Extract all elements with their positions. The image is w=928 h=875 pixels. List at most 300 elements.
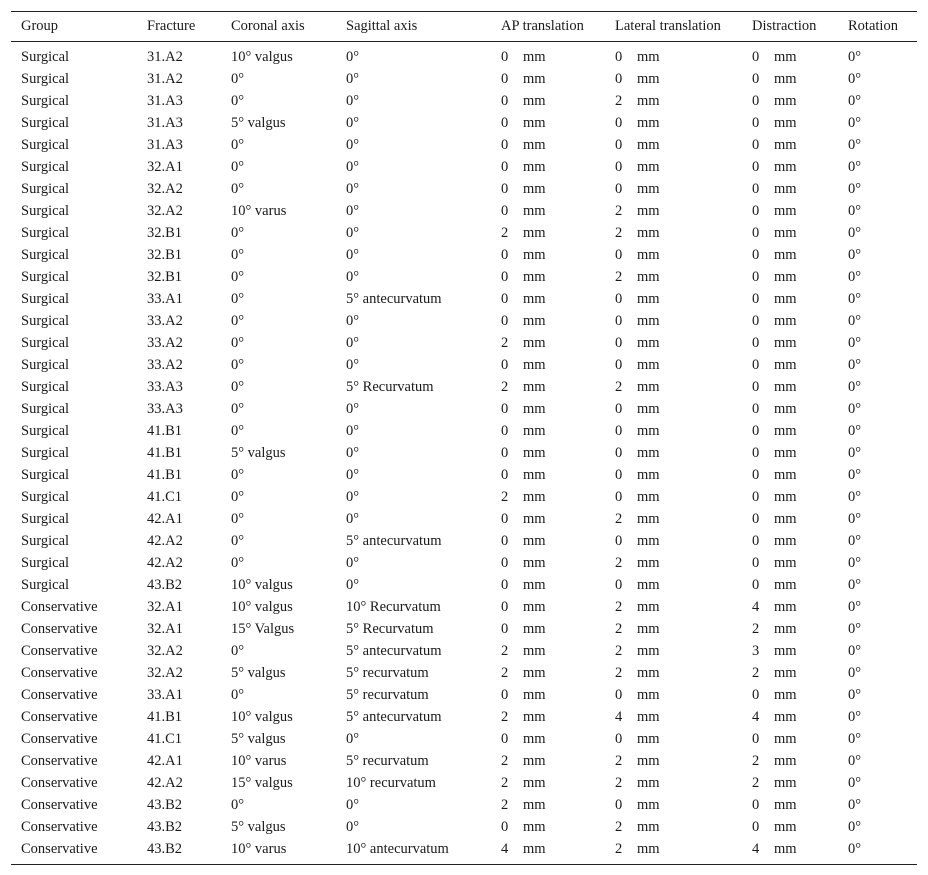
cell-distraction bbox=[742, 684, 838, 706]
cell-unit: mm bbox=[637, 114, 660, 131]
cell-value: 0 bbox=[501, 202, 509, 219]
cell-rotation: 0° bbox=[848, 642, 862, 659]
cell-value: 0 bbox=[501, 70, 509, 87]
cell-fracture: 33.A1 bbox=[147, 686, 183, 703]
cell-unit: mm bbox=[523, 312, 546, 329]
cell-value: 0 bbox=[501, 400, 509, 417]
cell-sagittal-axis: 0° bbox=[346, 576, 360, 593]
cell-lateral-translation bbox=[605, 134, 742, 156]
cell-rotation: 0° bbox=[848, 224, 862, 241]
cell-lateral-translation bbox=[605, 156, 742, 178]
cell-lateral-translation bbox=[605, 618, 742, 640]
cell-coronal-axis: 5° valgus bbox=[231, 818, 286, 835]
cell-value: 2 bbox=[615, 268, 623, 285]
cell-ap-translation bbox=[491, 222, 605, 244]
cell-coronal-axis: 0° bbox=[231, 488, 245, 505]
cell-unit: mm bbox=[637, 488, 660, 505]
cell-fracture: 32.B1 bbox=[147, 268, 183, 285]
cell-fracture: 41.C1 bbox=[147, 488, 183, 505]
cell-value: 0 bbox=[615, 686, 623, 703]
cell-group: Surgical bbox=[21, 378, 70, 395]
cell-sagittal-axis: 10° Recurvatum bbox=[346, 598, 441, 615]
cell-unit: mm bbox=[523, 510, 546, 527]
cell-fracture: 41.B1 bbox=[147, 708, 183, 725]
cell-group: Surgical bbox=[21, 224, 70, 241]
cell-value: 0 bbox=[752, 136, 760, 153]
cell-group: Surgical bbox=[21, 114, 70, 131]
cell-unit: mm bbox=[523, 642, 546, 659]
cell-sagittal-axis: 0° bbox=[346, 444, 360, 461]
cell-group: Surgical bbox=[21, 48, 70, 65]
cell-value: 0 bbox=[501, 686, 509, 703]
cell-rotation: 0° bbox=[848, 686, 862, 703]
cell-unit: mm bbox=[637, 708, 660, 725]
cell-sagittal-axis: 0° bbox=[346, 268, 360, 285]
cell-fracture: 33.A2 bbox=[147, 312, 183, 329]
cell-coronal-axis: 0° bbox=[231, 400, 245, 417]
cell-distraction bbox=[742, 288, 838, 310]
cell-value: 0 bbox=[752, 554, 760, 571]
cell-sagittal-axis: 0° bbox=[346, 158, 360, 175]
cell-ap-translation bbox=[491, 310, 605, 332]
cell-group: Surgical bbox=[21, 532, 70, 549]
cell-coronal-axis: 0° bbox=[231, 290, 245, 307]
cell-ap-translation bbox=[491, 794, 605, 816]
cell-coronal-axis: 0° bbox=[231, 422, 245, 439]
cell-fracture: 31.A3 bbox=[147, 92, 183, 109]
cell-fracture: 41.B1 bbox=[147, 444, 183, 461]
cell-sagittal-axis: 0° bbox=[346, 510, 360, 527]
cell-rotation: 0° bbox=[848, 576, 862, 593]
cell-distraction bbox=[742, 552, 838, 574]
table-row bbox=[11, 662, 917, 684]
header-coronal-axis: Coronal axis bbox=[231, 18, 305, 34]
cell-unit: mm bbox=[637, 642, 660, 659]
cell-distraction bbox=[742, 530, 838, 552]
cell-value: 0 bbox=[501, 180, 509, 197]
cell-fracture: 32.A1 bbox=[147, 598, 183, 615]
cell-unit: mm bbox=[774, 70, 797, 87]
cell-coronal-axis: 0° bbox=[231, 268, 245, 285]
cell-unit: mm bbox=[774, 796, 797, 813]
cell-lateral-translation bbox=[605, 310, 742, 332]
cell-fracture: 32.A2 bbox=[147, 202, 183, 219]
cell-coronal-axis: 0° bbox=[231, 158, 245, 175]
cell-lateral-translation bbox=[605, 574, 742, 596]
cell-lateral-translation bbox=[605, 486, 742, 508]
cell-unit: mm bbox=[523, 136, 546, 153]
cell-sagittal-axis: 0° bbox=[346, 246, 360, 263]
cell-fracture: 31.A2 bbox=[147, 48, 183, 65]
cell-fracture: 32.A2 bbox=[147, 642, 183, 659]
cell-unit: mm bbox=[774, 532, 797, 549]
cell-unit: mm bbox=[774, 686, 797, 703]
cell-rotation: 0° bbox=[848, 312, 862, 329]
cell-sagittal-axis: 0° bbox=[346, 92, 360, 109]
cell-sagittal-axis: 0° bbox=[346, 466, 360, 483]
cell-sagittal-axis: 5° recurvatum bbox=[346, 752, 429, 769]
cell-unit: mm bbox=[774, 708, 797, 725]
cell-unit: mm bbox=[523, 180, 546, 197]
cell-value: 2 bbox=[615, 840, 623, 857]
cell-rotation: 0° bbox=[848, 48, 862, 65]
cell-distraction bbox=[742, 574, 838, 596]
cell-coronal-axis: 0° bbox=[231, 378, 245, 395]
cell-sagittal-axis: 0° bbox=[346, 180, 360, 197]
cell-distraction bbox=[742, 420, 838, 442]
cell-ap-translation bbox=[491, 244, 605, 266]
cell-coronal-axis: 5° valgus bbox=[231, 444, 286, 461]
cell-unit: mm bbox=[523, 422, 546, 439]
cell-unit: mm bbox=[637, 422, 660, 439]
cell-value: 0 bbox=[501, 312, 509, 329]
table-row bbox=[11, 376, 917, 398]
cell-value: 0 bbox=[752, 312, 760, 329]
cell-distraction bbox=[742, 200, 838, 222]
cell-fracture: 43.B2 bbox=[147, 796, 183, 813]
cell-unit: mm bbox=[774, 774, 797, 791]
cell-distraction bbox=[742, 398, 838, 420]
cell-sagittal-axis: 0° bbox=[346, 422, 360, 439]
cell-fracture: 31.A3 bbox=[147, 114, 183, 131]
cell-unit: mm bbox=[637, 444, 660, 461]
cell-distraction bbox=[742, 750, 838, 772]
header-fracture: Fracture bbox=[147, 18, 196, 34]
cell-coronal-axis: 0° bbox=[231, 554, 245, 571]
cell-value: 2 bbox=[615, 620, 623, 637]
table-row bbox=[11, 684, 917, 706]
cell-coronal-axis: 0° bbox=[231, 224, 245, 241]
cell-coronal-axis: 0° bbox=[231, 136, 245, 153]
cell-ap-translation bbox=[491, 90, 605, 112]
cell-value: 2 bbox=[615, 598, 623, 615]
cell-value: 0 bbox=[752, 268, 760, 285]
cell-coronal-axis: 10° varus bbox=[231, 840, 287, 857]
cell-sagittal-axis: 10° recurvatum bbox=[346, 774, 436, 791]
cell-distraction bbox=[742, 42, 838, 69]
cell-value: 0 bbox=[752, 378, 760, 395]
cell-value: 0 bbox=[752, 202, 760, 219]
cell-rotation: 0° bbox=[848, 114, 862, 131]
table-body bbox=[11, 42, 917, 865]
cell-value: 0 bbox=[501, 290, 509, 307]
cell-unit: mm bbox=[523, 48, 546, 65]
cell-value: 0 bbox=[752, 92, 760, 109]
cell-sagittal-axis: 0° bbox=[346, 136, 360, 153]
cell-ap-translation bbox=[491, 552, 605, 574]
table-row bbox=[11, 750, 917, 772]
cell-ap-translation bbox=[491, 42, 605, 69]
cell-group: Conservative bbox=[21, 774, 98, 791]
cell-value: 0 bbox=[752, 510, 760, 527]
cell-ap-translation bbox=[491, 618, 605, 640]
cell-unit: mm bbox=[523, 708, 546, 725]
cell-ap-translation bbox=[491, 684, 605, 706]
cell-unit: mm bbox=[637, 246, 660, 263]
cell-value: 2 bbox=[501, 796, 509, 813]
cell-unit: mm bbox=[637, 224, 660, 241]
cell-coronal-axis: 0° bbox=[231, 356, 245, 373]
cell-value: 0 bbox=[501, 114, 509, 131]
cell-value: 2 bbox=[615, 554, 623, 571]
cell-coronal-axis: 5° valgus bbox=[231, 114, 286, 131]
table-row bbox=[11, 112, 917, 134]
cell-distraction bbox=[742, 178, 838, 200]
cell-coronal-axis: 0° bbox=[231, 92, 245, 109]
malalignment-table bbox=[11, 11, 917, 865]
cell-value: 0 bbox=[615, 730, 623, 747]
cell-sagittal-axis: 0° bbox=[346, 818, 360, 835]
cell-rotation: 0° bbox=[848, 334, 862, 351]
cell-lateral-translation bbox=[605, 376, 742, 398]
cell-unit: mm bbox=[637, 532, 660, 549]
cell-unit: mm bbox=[637, 290, 660, 307]
header-rotation: Rotation bbox=[848, 18, 898, 34]
cell-value: 2 bbox=[501, 642, 509, 659]
cell-ap-translation bbox=[491, 464, 605, 486]
cell-ap-translation bbox=[491, 838, 605, 865]
cell-unit: mm bbox=[637, 510, 660, 527]
cell-lateral-translation bbox=[605, 640, 742, 662]
cell-group: Conservative bbox=[21, 730, 98, 747]
cell-unit: mm bbox=[637, 818, 660, 835]
cell-sagittal-axis: 5° recurvatum bbox=[346, 664, 429, 681]
cell-coronal-axis: 10° varus bbox=[231, 752, 287, 769]
header-group: Group bbox=[21, 18, 59, 34]
cell-distraction bbox=[742, 728, 838, 750]
cell-unit: mm bbox=[774, 488, 797, 505]
cell-group: Surgical bbox=[21, 444, 70, 461]
cell-rotation: 0° bbox=[848, 268, 862, 285]
cell-ap-translation bbox=[491, 376, 605, 398]
cell-fracture: 42.A1 bbox=[147, 510, 183, 527]
cell-sagittal-axis: 0° bbox=[346, 70, 360, 87]
cell-value: 2 bbox=[501, 664, 509, 681]
cell-unit: mm bbox=[523, 554, 546, 571]
cell-unit: mm bbox=[774, 576, 797, 593]
cell-rotation: 0° bbox=[848, 92, 862, 109]
cell-unit: mm bbox=[523, 488, 546, 505]
cell-value: 0 bbox=[615, 532, 623, 549]
cell-fracture: 41.B1 bbox=[147, 466, 183, 483]
cell-group: Surgical bbox=[21, 422, 70, 439]
cell-sagittal-axis: 5° Recurvatum bbox=[346, 378, 434, 395]
cell-group: Surgical bbox=[21, 70, 70, 87]
cell-sagittal-axis: 10° antecurvatum bbox=[346, 840, 449, 857]
cell-distraction bbox=[742, 68, 838, 90]
cell-ap-translation bbox=[491, 728, 605, 750]
cell-value: 4 bbox=[752, 840, 760, 857]
cell-value: 0 bbox=[501, 422, 509, 439]
cell-fracture: 32.A2 bbox=[147, 664, 183, 681]
cell-value: 2 bbox=[501, 488, 509, 505]
cell-sagittal-axis: 5° recurvatum bbox=[346, 686, 429, 703]
table-row bbox=[11, 574, 917, 596]
cell-value: 2 bbox=[615, 818, 623, 835]
cell-fracture: 32.B1 bbox=[147, 224, 183, 241]
cell-coronal-axis: 0° bbox=[231, 334, 245, 351]
table-row bbox=[11, 222, 917, 244]
cell-coronal-axis: 0° bbox=[231, 70, 245, 87]
cell-coronal-axis: 0° bbox=[231, 796, 245, 813]
cell-coronal-axis: 5° valgus bbox=[231, 664, 286, 681]
cell-unit: mm bbox=[637, 48, 660, 65]
table-row bbox=[11, 354, 917, 376]
table-row bbox=[11, 134, 917, 156]
cell-ap-translation bbox=[491, 420, 605, 442]
cell-lateral-translation bbox=[605, 596, 742, 618]
cell-unit: mm bbox=[523, 620, 546, 637]
cell-rotation: 0° bbox=[848, 378, 862, 395]
cell-value: 0 bbox=[501, 554, 509, 571]
cell-unit: mm bbox=[637, 840, 660, 857]
cell-sagittal-axis: 0° bbox=[346, 202, 360, 219]
cell-distraction bbox=[742, 244, 838, 266]
cell-unit: mm bbox=[774, 158, 797, 175]
cell-ap-translation bbox=[491, 288, 605, 310]
cell-coronal-axis: 10° valgus bbox=[231, 576, 293, 593]
cell-value: 0 bbox=[752, 114, 760, 131]
cell-group: Conservative bbox=[21, 620, 98, 637]
cell-ap-translation bbox=[491, 68, 605, 90]
cell-lateral-translation bbox=[605, 750, 742, 772]
cell-coronal-axis: 10° valgus bbox=[231, 708, 293, 725]
header-ap-translation: AP translation bbox=[501, 18, 584, 34]
cell-distraction bbox=[742, 662, 838, 684]
cell-lateral-translation bbox=[605, 354, 742, 376]
cell-lateral-translation bbox=[605, 508, 742, 530]
cell-distraction bbox=[742, 266, 838, 288]
cell-value: 0 bbox=[615, 400, 623, 417]
cell-value: 0 bbox=[615, 246, 623, 263]
cell-group: Surgical bbox=[21, 576, 70, 593]
cell-value: 0 bbox=[752, 290, 760, 307]
header-distraction: Distraction bbox=[752, 18, 817, 34]
cell-fracture: 42.A1 bbox=[147, 752, 183, 769]
cell-unit: mm bbox=[637, 334, 660, 351]
cell-fracture: 33.A1 bbox=[147, 290, 183, 307]
cell-value: 0 bbox=[615, 796, 623, 813]
cell-value: 0 bbox=[501, 620, 509, 637]
cell-ap-translation bbox=[491, 178, 605, 200]
table-row bbox=[11, 90, 917, 112]
cell-value: 2 bbox=[615, 642, 623, 659]
cell-unit: mm bbox=[774, 664, 797, 681]
cell-value: 0 bbox=[752, 796, 760, 813]
table-row bbox=[11, 552, 917, 574]
cell-value: 0 bbox=[501, 92, 509, 109]
cell-value: 2 bbox=[752, 752, 760, 769]
cell-lateral-translation bbox=[605, 288, 742, 310]
cell-sagittal-axis: 0° bbox=[346, 224, 360, 241]
cell-value: 0 bbox=[752, 400, 760, 417]
cell-unit: mm bbox=[637, 268, 660, 285]
cell-value: 4 bbox=[752, 708, 760, 725]
cell-sagittal-axis: 5° antecurvatum bbox=[346, 642, 442, 659]
cell-value: 0 bbox=[615, 334, 623, 351]
cell-unit: mm bbox=[637, 576, 660, 593]
cell-ap-translation bbox=[491, 354, 605, 376]
cell-coronal-axis: 15° valgus bbox=[231, 774, 293, 791]
cell-unit: mm bbox=[637, 686, 660, 703]
cell-unit: mm bbox=[774, 268, 797, 285]
cell-distraction bbox=[742, 794, 838, 816]
cell-coronal-axis: 10° valgus bbox=[231, 48, 293, 65]
cell-unit: mm bbox=[523, 818, 546, 835]
cell-sagittal-axis: 5° antecurvatum bbox=[346, 290, 442, 307]
cell-fracture: 43.B2 bbox=[147, 840, 183, 857]
cell-fracture: 42.A2 bbox=[147, 554, 183, 571]
cell-group: Conservative bbox=[21, 752, 98, 769]
cell-rotation: 0° bbox=[848, 70, 862, 87]
cell-value: 0 bbox=[615, 466, 623, 483]
cell-group: Surgical bbox=[21, 400, 70, 417]
cell-coronal-axis: 0° bbox=[231, 686, 245, 703]
cell-unit: mm bbox=[523, 92, 546, 109]
cell-value: 0 bbox=[752, 356, 760, 373]
cell-group: Surgical bbox=[21, 158, 70, 175]
cell-unit: mm bbox=[774, 224, 797, 241]
cell-value: 2 bbox=[615, 752, 623, 769]
cell-value: 2 bbox=[615, 664, 623, 681]
cell-ap-translation bbox=[491, 750, 605, 772]
table-row bbox=[11, 530, 917, 552]
cell-lateral-translation bbox=[605, 552, 742, 574]
table-row bbox=[11, 618, 917, 640]
cell-ap-translation bbox=[491, 486, 605, 508]
table-row bbox=[11, 244, 917, 266]
cell-distraction bbox=[742, 332, 838, 354]
cell-group: Surgical bbox=[21, 268, 70, 285]
cell-coronal-axis: 5° valgus bbox=[231, 730, 286, 747]
cell-unit: mm bbox=[523, 378, 546, 395]
cell-coronal-axis: 15° Valgus bbox=[231, 620, 295, 637]
cell-fracture: 33.A3 bbox=[147, 378, 183, 395]
cell-unit: mm bbox=[637, 466, 660, 483]
cell-value: 0 bbox=[501, 532, 509, 549]
cell-sagittal-axis: 0° bbox=[346, 334, 360, 351]
cell-value: 0 bbox=[752, 246, 760, 263]
cell-unit: mm bbox=[774, 378, 797, 395]
cell-unit: mm bbox=[637, 356, 660, 373]
cell-value: 0 bbox=[615, 488, 623, 505]
cell-rotation: 0° bbox=[848, 796, 862, 813]
cell-lateral-translation bbox=[605, 398, 742, 420]
cell-group: Surgical bbox=[21, 136, 70, 153]
cell-value: 2 bbox=[615, 202, 623, 219]
table-row bbox=[11, 156, 917, 178]
cell-value: 0 bbox=[615, 180, 623, 197]
cell-distraction bbox=[742, 310, 838, 332]
cell-unit: mm bbox=[523, 686, 546, 703]
cell-ap-translation bbox=[491, 156, 605, 178]
cell-unit: mm bbox=[523, 114, 546, 131]
cell-lateral-translation bbox=[605, 178, 742, 200]
cell-value: 0 bbox=[752, 422, 760, 439]
cell-coronal-axis: 0° bbox=[231, 246, 245, 263]
cell-ap-translation bbox=[491, 816, 605, 838]
cell-group: Surgical bbox=[21, 510, 70, 527]
cell-value: 0 bbox=[501, 444, 509, 461]
cell-unit: mm bbox=[523, 246, 546, 263]
cell-value: 2 bbox=[501, 708, 509, 725]
cell-unit: mm bbox=[774, 642, 797, 659]
cell-value: 2 bbox=[501, 774, 509, 791]
cell-value: 2 bbox=[501, 224, 509, 241]
cell-value: 0 bbox=[752, 488, 760, 505]
cell-unit: mm bbox=[523, 664, 546, 681]
cell-lateral-translation bbox=[605, 706, 742, 728]
